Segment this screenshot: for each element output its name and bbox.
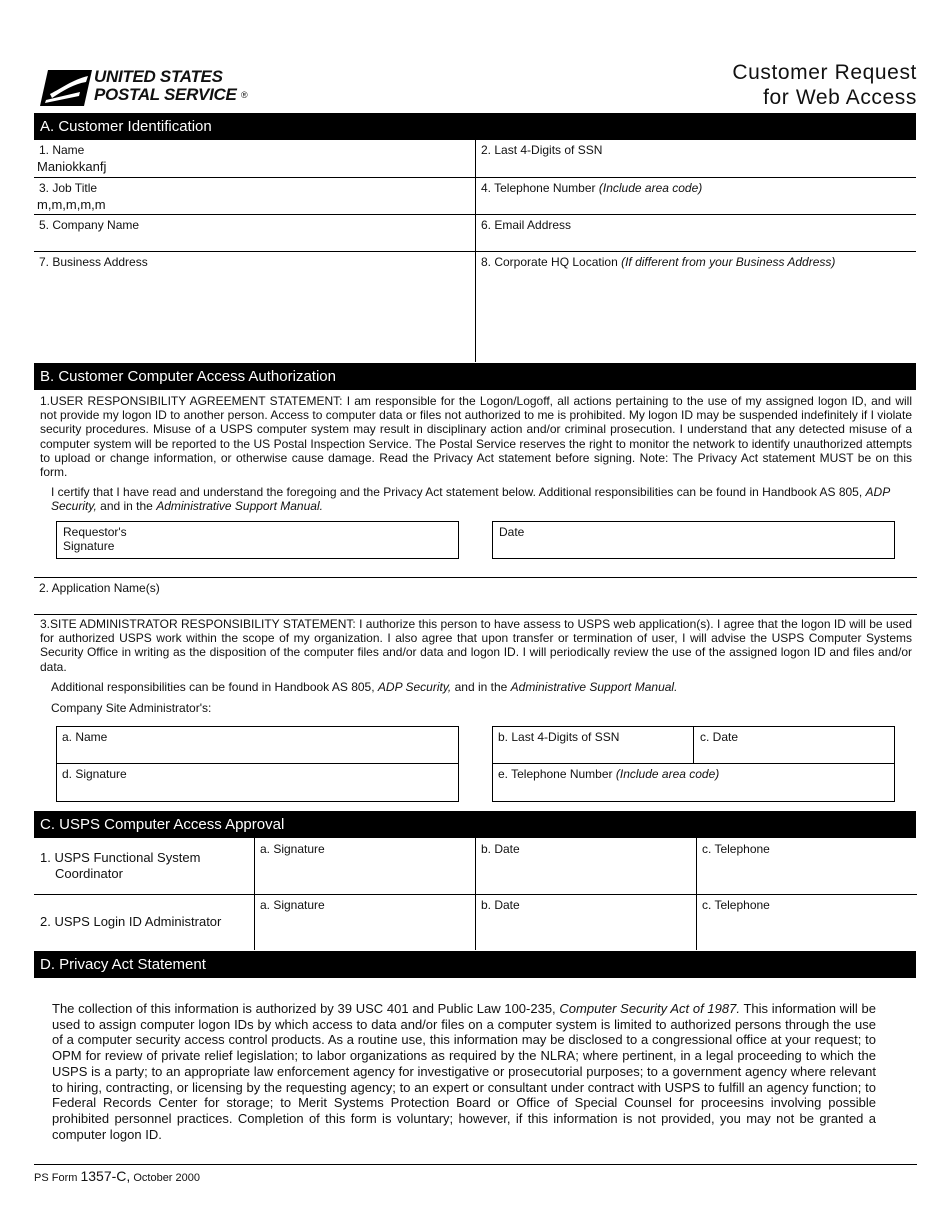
email-label: 6. Email Address [481, 218, 572, 232]
coordinator-date-label: b. Date [481, 842, 520, 856]
add-resp-adp: ADP Security, [377, 680, 452, 694]
divider-line-2 [34, 614, 917, 615]
certify-statement [51, 485, 912, 513]
site-admin-phone-field[interactable] [492, 764, 895, 801]
registered-mark: ® [240, 90, 248, 100]
title-line-1: Customer Request [732, 61, 917, 84]
form-prefix: PS Form [34, 1172, 78, 1184]
certify-and: and in the [100, 499, 153, 514]
add-resp-text: Additional responsibilities can be found in Handbook AS 805, [51, 680, 375, 694]
name-value[interactable]: Maniokkanfj [37, 159, 107, 174]
site-admin-phone-text: e. Telephone Number [498, 767, 613, 781]
form-date: October 2000 [133, 1172, 200, 1184]
company-name-label: 5. Company Name [39, 218, 140, 232]
privacy-text-2: This information will be used to assign computer logon IDs by which access to data and/or files on a computer system is limited to authorized persons through the use of a computer security access control products. As a routine use, this information may be disclosed to a congressional office at your request; to OPM for review of private relief legislation; to labor organizations as required by the NLRA; where pertinent, in a legal proceeding to which the USPS is a party; to an appropriate law enforcement agency for investigative or prosecutorial purposes; to a government agency where relevant to hiring, contracting, or licensing by the requesting agency; to an expert or consultant under contract with USPS to fulfill an agency function; to Federal Records Center for storage; to Merit Systems Protection Board or Office of Special Counsel for proceesins involving possible prohibited personnel practices. Completion of this form is voluntary; however, if this information is not provided, you may not be granted a computer logon ID. [52, 1001, 876, 1142]
privacy-text-1: The collection of this information is authorized by 39 USC 401 and Public Law 100-235, [52, 1001, 556, 1016]
login-administrator-label: 2. USPS Login ID Administrator [40, 914, 222, 929]
administrator-telephone-label: c. Telephone [702, 898, 770, 912]
section-b-header: B. Customer Computer Access Authorization [34, 363, 916, 390]
administrator-signature-label: a. Signature [260, 898, 325, 912]
requestor-date-label: Date [499, 525, 525, 539]
privacy-act-title: Computer Security Act of 1987. [559, 1001, 740, 1016]
coordinator-telephone-label: c. Telephone [702, 842, 770, 856]
hq-note: (If different from your Business Address) [621, 255, 836, 269]
usps-logo-text [94, 68, 247, 104]
section-a-header: A. Customer Identification [34, 113, 916, 140]
section-d-header: D. Privacy Act Statement [34, 951, 916, 978]
section-c-header: C. USPS Computer Access Approval [34, 811, 916, 838]
coordinator-signature-label: a. Signature [260, 842, 325, 856]
hq-location-label [476, 252, 916, 269]
privacy-act-text [52, 1001, 876, 1142]
requestor-signature-box[interactable] [56, 521, 459, 559]
name-label: 1. Name [39, 143, 85, 157]
add-resp-manual: Administrative Support Manual. [510, 680, 678, 694]
telephone-label-text: 4. Telephone Number [481, 181, 596, 195]
ssn-label: 2. Last 4-Digits of SSN [481, 143, 603, 157]
coordinator-telephone-field[interactable] [697, 839, 916, 894]
administrator-date-label: b. Date [481, 898, 520, 912]
business-address-label: 7. Business Address [39, 255, 148, 269]
requestor-date-box[interactable] [492, 521, 895, 559]
hq-location-field[interactable] [476, 252, 916, 362]
site-admin-ssn-field[interactable] [492, 727, 693, 763]
logo-line-1: UNITED STATES [94, 67, 223, 86]
site-admin-statement: 3.SITE ADMINISTRATOR RESPONSIBILITY STATEMENT: I authorize this person to have assess to USPS web application(s). I agree that the logon ID will be used for authorized USPS work within the scope of my organization. I also agree that upon transfer or termination of user, I will advise the USPS Computer Systems Security Office in writing as the disposition of the computer files and/or data and logon ID. I will periodically review the use of the assigned logon ID and files and/or data. [40, 617, 912, 674]
site-admin-name-label: a. Name [62, 730, 108, 744]
site-admin-label: Company Site Administrator's: [51, 701, 212, 715]
site-admin-phone-note: (Include area code) [615, 767, 720, 781]
email-field[interactable] [476, 215, 916, 252]
business-address-field[interactable] [34, 252, 475, 362]
form-title [732, 60, 917, 110]
telephone-note: (Include area code) [598, 181, 703, 195]
site-admin-ssn-label: b. Last 4-Digits of SSN [498, 730, 620, 744]
site-admin-signature-label: d. Signature [62, 767, 127, 781]
application-names-field[interactable] [34, 578, 916, 614]
administrator-date-field[interactable] [476, 895, 696, 950]
coordinator-signature-field[interactable] [255, 839, 475, 894]
form-number [34, 1168, 200, 1184]
site-admin-signature-field[interactable] [56, 764, 459, 801]
telephone-field[interactable] [476, 178, 916, 215]
coordinator-label-line-2: Coordinator [55, 866, 123, 881]
certify-manual: Administrative Support Manual. [156, 499, 323, 514]
job-title-value[interactable]: m,m,m,m,m [37, 197, 106, 212]
site-admin-date-label: c. Date [700, 730, 739, 744]
functional-coordinator-label [40, 850, 200, 882]
footer-rule [34, 1164, 917, 1165]
form-number-value: 1357-C, [80, 1168, 131, 1184]
site-admin-date-field[interactable] [694, 727, 894, 763]
user-responsibility-statement: 1.USER RESPONSIBILITY AGREEMENT STATEMENT: I am responsible for the Logon/Logoff, all actions pertaining to the use of my assigned logon ID, and will not provide my logon ID to another person. Access to computer data or files not authorized to me is prohibited. My logon ID may be suspended indefinitely if I violate security procedures. Misuse of a USPS computer system may result in disciplinary action and/or criminal prosecution. I understand that any detected misuse of a computer system will be reported to the US Postal Inspection Service. The Postal Service reserves the right to monitor the network to identify unauthorized attempts to upload or change information, or otherwise cause damage. Read the Privacy Act statement before signing. Note: The Privacy Act statement MUST be on this form. [40, 394, 912, 480]
telephone-label [476, 178, 916, 195]
requestor-label-line-1: Requestor's [63, 525, 127, 539]
ssn-field[interactable] [476, 140, 916, 178]
hq-label-text: 8. Corporate HQ Location [481, 255, 618, 269]
application-names-label: 2. Application Name(s) [39, 581, 160, 595]
add-resp-and: and in the [454, 680, 508, 694]
site-admin-name-field[interactable] [56, 727, 459, 763]
administrator-telephone-field[interactable] [697, 895, 916, 950]
title-line-2: for Web Access [763, 86, 917, 109]
coordinator-label-line-1: 1. USPS Functional System [40, 850, 201, 865]
job-title-label: 3. Job Title [39, 181, 98, 195]
administrator-signature-field[interactable] [255, 895, 475, 950]
job-title-field[interactable] [34, 178, 475, 215]
logo-line-2: POSTAL SERVICE [94, 85, 237, 104]
eagle-logo-icon [40, 70, 92, 106]
coordinator-date-field[interactable] [476, 839, 696, 894]
requestor-signature-label [57, 522, 458, 553]
additional-responsibilities [51, 680, 912, 694]
certify-adp: ADP Security, [51, 485, 890, 514]
requestor-label-line-2: Signature [63, 539, 115, 553]
site-admin-phone-label [492, 764, 895, 781]
company-name-field[interactable] [34, 215, 475, 252]
certify-text: I certify that I have read and understand the foregoing and the Privacy Act statement below. Additional responsibilities can be found in Handbook AS 805, [51, 485, 863, 499]
name-field[interactable] [34, 140, 475, 178]
